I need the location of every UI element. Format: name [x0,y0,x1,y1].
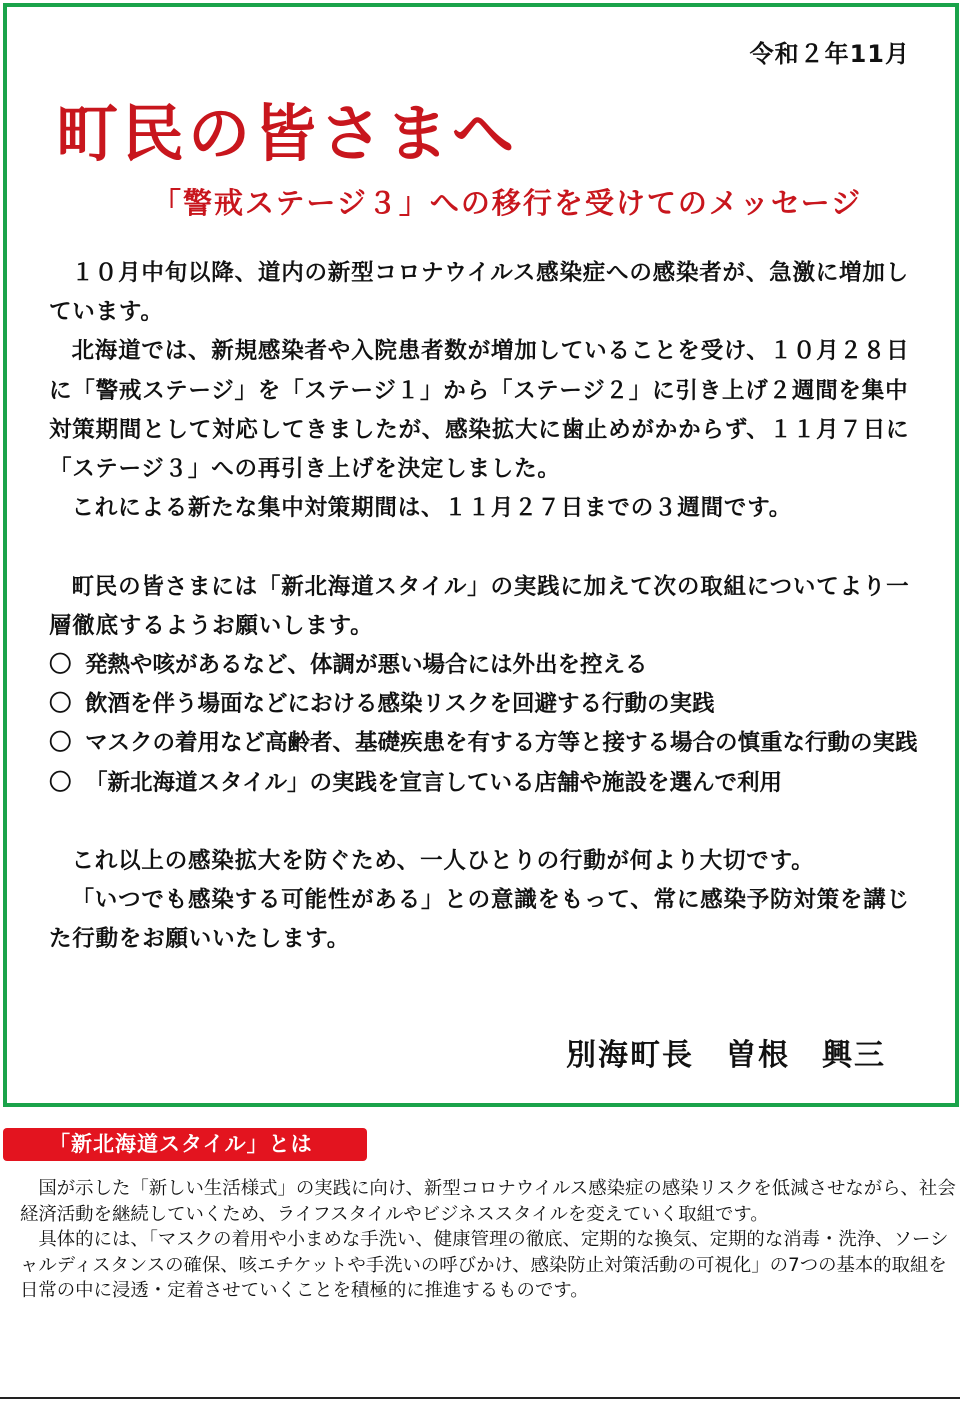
explanation-heading: 「新北海道スタイル」とは [3,1128,367,1161]
circle-bullet-icon: 〇 [49,691,72,718]
body-paragraph: 北海道では、新規感染者や入院患者数が増加していることを受け、１０月２８日に「警戒ステージ」を「ステージ１」から「ステージ２」に引き上げ２週間を集中対策期間として対応してきましたが、感染拡大に歯止めがかからず、１１月７日に「ステージ３」への再引き上げを決定しました。 [49,338,910,483]
notice-body [49,254,919,960]
body-paragraph: １０月中旬以降、道内の新型コロナウイルス感染症への感染者が、急激に増加しています。 [49,260,909,326]
bullet-item [49,646,919,685]
bullet-item [49,764,919,803]
bullet-item [49,685,919,724]
circle-bullet-icon: 〇 [49,769,72,796]
bullet-text: 発熱や咳があるなど、体調が悪い場合には外出を控える [85,652,648,679]
closing-paragraph: 「いつでも感染する可能性がある」との意識をもって、常に感染予防対策を講じた行動をお願いいたします。 [49,887,910,953]
body-paragraph: 町民の皆さまには「新北海道スタイル」の実践に加えて次の取組についてより一層徹底するようお願いします。 [49,573,910,639]
signature: 別海町長 曽根 興三 [566,1038,886,1073]
closing-paragraph: これ以上の感染拡大を防ぐため、一人ひとりの行動が何より大切です。 [71,848,815,875]
explanation-paragraph: 国が示した「新しい生活様式」の実践に向け、新型コロナウイルス感染症の感染リスクを低減させながら、社会経済活動を継続していくため、ライフスタイルやビジネススタイルを変えていく取組です。 [20,1178,956,1225]
bottom-divider [0,1397,960,1399]
bullet-text: 「新北海道スタイル」の実践を宣言している店舗や施設を選んで利用 [85,769,783,796]
bullet-text: 飲酒を伴う場面などにおける感染リスクを回避する行動の実践 [85,691,715,718]
circle-bullet-icon: 〇 [49,730,72,757]
notice-subtitle: 「警戒ステージ３」への移行を受けてのメッセージ [152,186,863,220]
bullet-item [49,724,919,763]
explanation-body [20,1176,956,1304]
paragraph-gap [49,528,919,567]
notice-date: 令和２年11月 [749,40,910,68]
explanation-paragraph: 具体的には、「マスクの着用や小まめな手洗い、健康管理の徹底、定期的な換気、定期的な消毒・洗浄、ソーシャルディスタンスの確保、咳エチケットや手洗いの呼びかけ、感染防止対策活動の可視化」の7つの基本的取組を日常の中に浸透・定着させていくことを積極的に推進するものです。 [20,1229,949,1301]
circle-bullet-icon: 〇 [49,652,72,679]
body-paragraph: これによる新たな集中対策期間は、１１月２７日までの３週間です。 [71,495,793,522]
notice-title: 町民の皆さまへ [56,97,519,170]
paragraph-gap [49,803,919,842]
bullet-text: マスクの着用など高齢者、基礎疾患を有する方等と接する場合の慎重な行動の実践 [85,730,918,757]
